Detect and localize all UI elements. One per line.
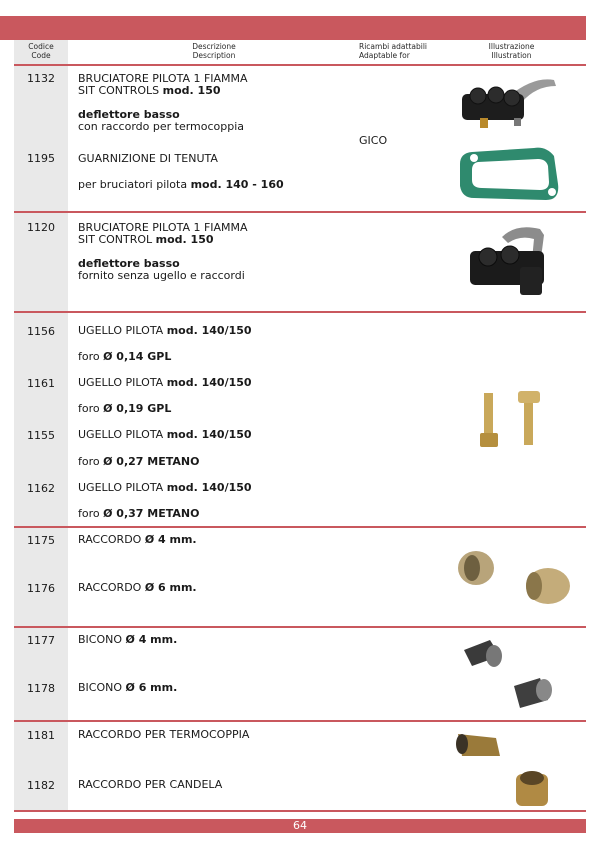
footer-bar — [14, 819, 586, 833]
item-description: BICONO Ø 6 mm. — [78, 681, 178, 694]
pilot-burner-image — [464, 221, 564, 305]
item-code: 1162 — [27, 482, 55, 495]
ricambi-column-header: Ricambi adattabili Adaptable for — [359, 42, 427, 60]
item-description: BRUCIATORE PILOTA 1 FIAMMA SIT CONTROL mod. 150 deflettore basso fornito senza ugello e raccordi — [78, 221, 248, 282]
item-code: 1195 — [27, 152, 55, 165]
item-code: 1161 — [27, 377, 55, 390]
section-fittings — [14, 528, 586, 626]
item-code: 1176 — [27, 582, 55, 595]
item-hole-size: foro Ø 0,27 METANO — [78, 455, 200, 468]
fitting-image — [454, 548, 578, 608]
item-code: 1120 — [27, 221, 55, 234]
section-divider — [14, 810, 586, 812]
top-band — [0, 16, 586, 40]
item-hole-size: foro Ø 0,14 GPL — [78, 350, 172, 363]
nozzle-image — [474, 389, 554, 453]
item-code: 1155 — [27, 429, 55, 442]
code-column-header: Codice Code — [28, 42, 54, 60]
item-description: UGELLO PILOTA mod. 140/150 — [78, 481, 252, 494]
item-description: GUARNIZIONE DI TENUTA per bruciatori pilota mod. 140 - 160 — [78, 152, 284, 191]
item-code: 1175 — [27, 534, 55, 547]
section-thermocouple-fittings — [14, 722, 586, 812]
table-header — [14, 40, 586, 66]
item-description: RACCORDO PER CANDELA — [78, 778, 223, 791]
item-code: 1177 — [27, 634, 55, 647]
item-description: UGELLO PILOTA mod. 140/150 — [78, 428, 252, 441]
page-number: 64 — [293, 819, 307, 832]
pilot-burner-image — [454, 74, 564, 136]
item-description: RACCORDO Ø 6 mm. — [78, 581, 197, 594]
item-description: UGELLO PILOTA mod. 140/150 — [78, 376, 252, 389]
item-code: 1178 — [27, 682, 55, 695]
item-code: 1181 — [27, 729, 55, 742]
item-hole-size: foro Ø 0,37 METANO — [78, 507, 200, 520]
item-description: UGELLO PILOTA mod. 140/150 — [78, 324, 252, 337]
biconical-image — [462, 634, 562, 716]
ricambi-gico: GICO — [359, 134, 388, 147]
item-code: 1132 — [27, 72, 55, 85]
item-description: RACCORDO Ø 4 mm. — [78, 533, 197, 546]
section-pilot-burner-gasket — [14, 66, 586, 212]
section-pilot-burner-no-nozzle — [14, 213, 586, 311]
gasket-image — [454, 144, 566, 206]
item-hole-size: foro Ø 0,19 GPL — [78, 402, 172, 415]
item-description: BRUCIATORE PILOTA 1 FIAMMA SIT CONTROLS mod. 150 deflettore basso con raccordo per termocoppia — [78, 72, 248, 133]
item-description: RACCORDO PER TERMOCOPPIA — [78, 728, 250, 741]
description-column-header: Descrizione Description — [192, 42, 236, 60]
item-code: 1182 — [27, 779, 55, 792]
section-pilot-nozzles — [14, 313, 586, 527]
section-biconical — [14, 628, 586, 720]
illustration-column-header: Illustrazione Illustration — [488, 42, 535, 60]
thermocouple-fitting-image — [454, 726, 564, 810]
item-code: 1156 — [27, 325, 55, 338]
item-description: BICONO Ø 4 mm. — [78, 633, 178, 646]
